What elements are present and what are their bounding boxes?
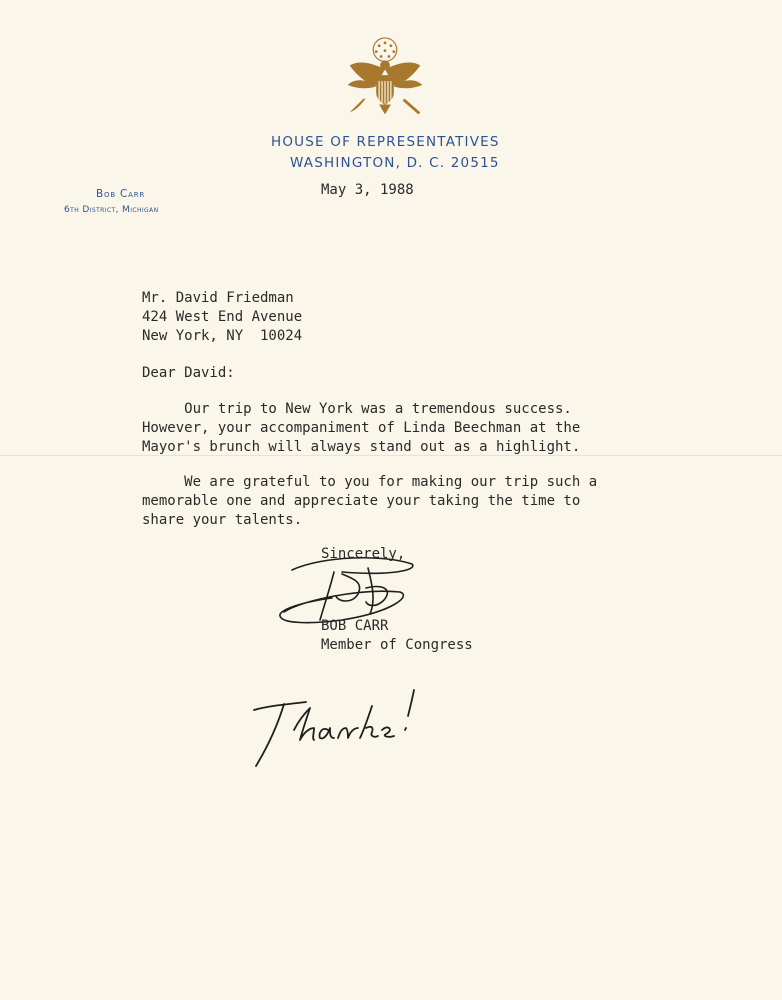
member-name: Bob Carr [96,188,146,200]
handwritten-thanks-note [248,680,428,772]
paragraph-line: We are grateful to you for making our trip such a [142,474,598,490]
body-paragraph-2 [142,473,597,530]
paragraph-line: share your talents. [142,512,303,528]
recipient-street: 424 West End Avenue [142,309,303,325]
salutation: Dear David: [142,365,235,381]
signer-name: BOB CARR [321,618,389,634]
letter-date: May 3, 1988 [321,182,414,198]
closing: Sincerely, [321,546,406,562]
great-seal-icon [336,34,434,132]
body-paragraph-1 [142,400,580,457]
letterhead-address: WASHINGTON, D. C. 20515 [290,155,500,171]
member-district: 6th District, Michigan [64,205,159,215]
paragraph-line: memorable one and appreciate your taking the time to [142,493,581,509]
recipient-name: Mr. David Friedman [142,290,294,306]
recipient-city: New York, NY 10024 [142,328,303,344]
paragraph-line: Our trip to New York was a tremendous success. [142,401,572,417]
recipient-address [142,289,302,346]
paragraph-line: Mayor's brunch will always stand out as a highlight. [142,439,581,455]
paragraph-line: However, your accompaniment of Linda Beechman at the [142,420,581,436]
signer-title: Member of Congress [321,637,473,653]
letterhead-title: HOUSE OF REPRESENTATIVES [271,134,500,150]
